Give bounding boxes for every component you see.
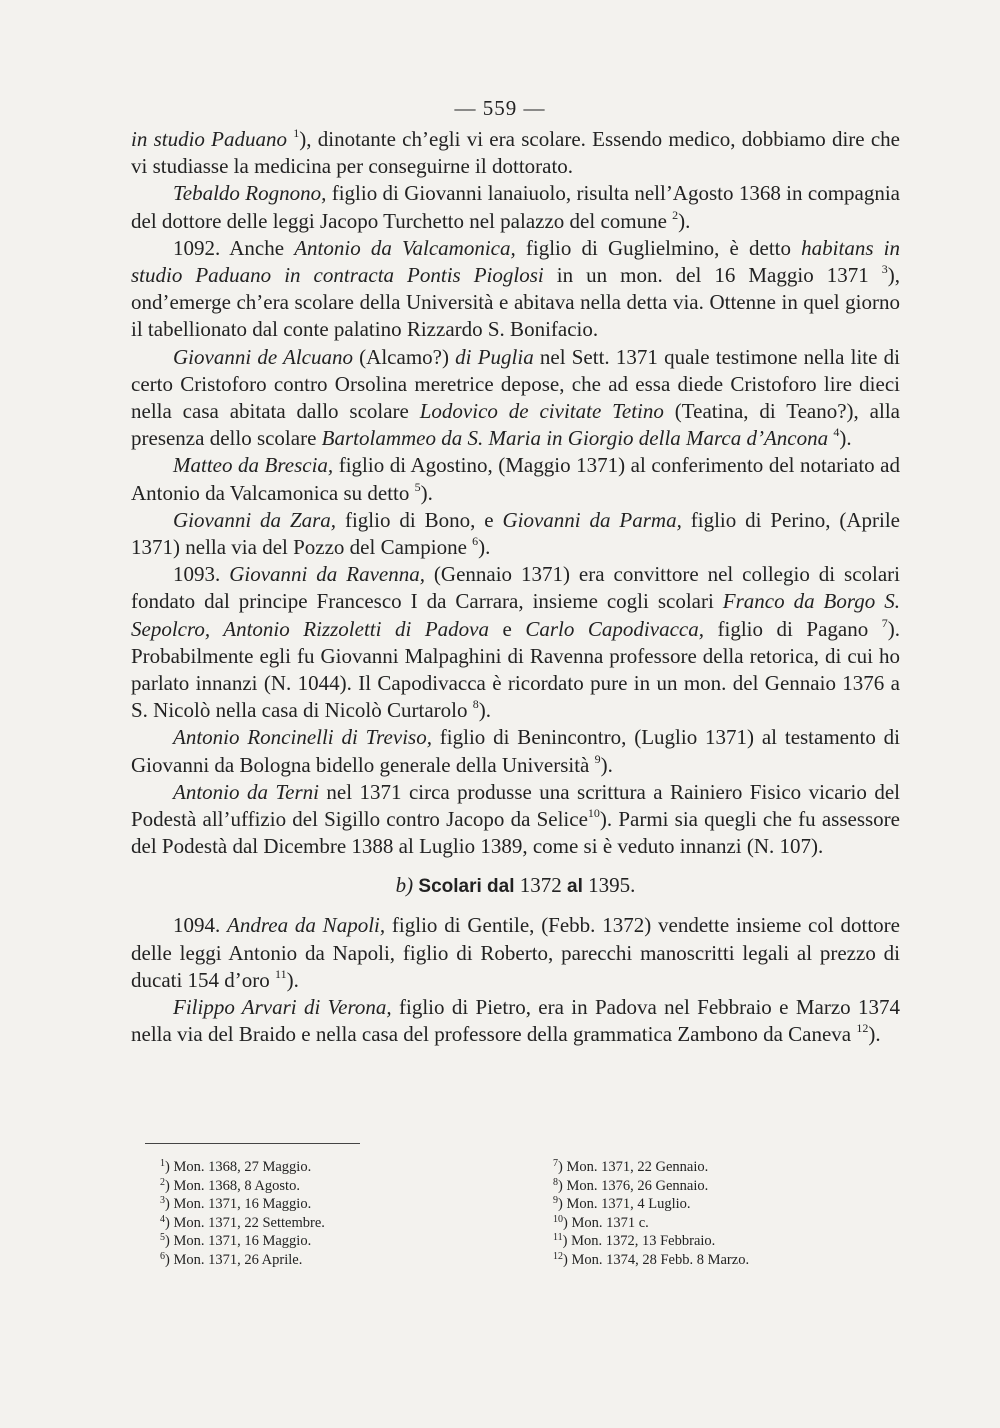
footnote-text: ) Mon. 1368, 27 Maggio. (165, 1159, 312, 1175)
section-year-end: 1395. (588, 873, 636, 898)
text-run: ), ond’emerge ch’era scolare della Università e abitava nella detta via. Ottenne in quel giorno il tabellionato dal conte palatino Rizzardo S. Bonifacio. (131, 263, 900, 342)
text-run: nel Sett. 1371 quale testimone nella lite di certo Cristoforo contro Orsolina meretrice depose, che ad essa diede Cristoforo lire dieci nella casa abitata dallo scolare (131, 344, 900, 424)
footnote-text: ) Mon. 1371, 16 Maggio. (165, 1233, 312, 1250)
paragraph (131, 507, 900, 561)
footnote-number: 5 (160, 1232, 165, 1244)
text-run: figlio di Agostino, (Maggio 1371) al conferimento del notariato ad Antonio da Valcamonica su detto (131, 453, 901, 505)
text-run: figlio di Giovanni lanaiuolo, risulta nell’Agosto 1368 in compagnia del dottore delle leggi Jacopo Turchetto nel palazzo del comune (131, 181, 900, 233)
footnote-text: ) Mon. 1371, 26 Aprile. (165, 1251, 303, 1268)
italic-text: Giovanni da Parma, (502, 507, 682, 532)
footnote (553, 1232, 749, 1251)
text-run: ). (678, 208, 691, 233)
footnote (160, 1158, 325, 1177)
italic-text: Filippo Arvari di Verona, (173, 995, 392, 1020)
text-run: 1094. (173, 913, 228, 938)
footnote-number: 6 (160, 1250, 165, 1262)
text-run: nel 1371 circa produsse una scrittura a Rainiero Fisico vicario del Podestà all’uffizio del Sigillo contro Jacopo da Selice (131, 779, 900, 832)
paragraph (131, 912, 900, 994)
footnote (160, 1214, 325, 1233)
footnote-ref: 7 (881, 615, 888, 630)
footnote-number: 11 (553, 1232, 563, 1244)
footnote (160, 1232, 325, 1251)
section-heading (131, 872, 900, 900)
text-run: figlio di Guglielmino, è detto (515, 235, 802, 260)
italic-text: Matteo da Brescia, (173, 453, 334, 478)
footnote (553, 1177, 749, 1196)
text-run: ), dinotante ch’egli vi era scolare. Essendo medico, dobbiamo dire che vi studiasse la medicina per conseguirne il dottorato. (131, 127, 901, 179)
text-run: figlio di Benincontro, (Luglio 1371) al testamento di Giovanni da Bologna bidello generale della Università (131, 725, 900, 777)
italic-text: Carlo Capodivacca, (525, 616, 704, 641)
paragraph (131, 235, 900, 344)
italic-text: Lodovico de civitate Tetino (419, 399, 664, 424)
footnote-number: 10 (553, 1213, 563, 1225)
footnote (553, 1195, 749, 1214)
text-run: ). Parmi sia quegli che fu assessore del Podestà dal Dicembre 1388 al Luglio 1389, come si è veduto innanzi (N. 107). (131, 807, 900, 859)
footnote-text: ) Mon. 1371, 4 Luglio. (558, 1196, 691, 1213)
paragraph (131, 180, 900, 234)
footnote-ref: 1 (293, 126, 300, 140)
footnote-ref: 5 (414, 479, 421, 494)
italic-text: habitans in studio Paduano in contracta Pontis Pioglosi (131, 235, 900, 288)
paragraph (131, 344, 900, 453)
text-run: in un mon. del 16 Maggio 1371 (543, 263, 882, 288)
footnote-ref: 8 (472, 697, 479, 712)
footnote (553, 1214, 749, 1233)
text-run: 1093. (173, 562, 230, 587)
text-run: figlio di Perino, (Aprile 1371) nella via del Pozzo del Campione (131, 507, 900, 560)
footnote (553, 1158, 749, 1177)
footnote-text: ) Mon. 1368, 8 Agosto. (165, 1177, 300, 1194)
text-run: figlio di Pagano (703, 616, 882, 641)
section-al: al (567, 876, 583, 898)
italic-text: Antonio Roncinelli di Treviso, (173, 725, 432, 750)
text-run: ). (868, 1022, 881, 1047)
footnote-text: ) Mon. 1374, 28 Febb. 8 Marzo. (563, 1251, 750, 1268)
page-number: — 559 — (454, 96, 546, 120)
text-run: figlio di Bono, e (336, 507, 503, 532)
footnotes-right-column (553, 1158, 749, 1270)
footnote-number: 12 (553, 1250, 563, 1262)
text-run: figlio di Pietro, era in Padova nel Febbraio e Marzo 1374 nella via del Braido e nella casa del professore della grammatica Zambono da Caneva (131, 995, 900, 1047)
text-run: ). (600, 752, 613, 777)
footnote-ref: 4 (833, 425, 840, 440)
italic-text: Antonio da Terni (173, 779, 319, 804)
footnote-text: ) Mon. 1371, 22 Settembre. (165, 1214, 325, 1231)
paragraph (131, 994, 900, 1048)
italic-text: Andrea da Napoli, (227, 913, 386, 938)
footnote-text: ) Mon. 1372, 13 Febbraio. (562, 1233, 716, 1250)
paragraphs-part-2 (131, 912, 900, 1048)
footnotes-left-column (160, 1158, 325, 1270)
footnote (553, 1251, 749, 1270)
text-run: ). (839, 426, 852, 451)
text-run: ). (478, 698, 492, 723)
footnote-text: ) Mon. 1371, 16 Maggio. (165, 1196, 312, 1213)
text-run: 1092. Anche (173, 235, 295, 260)
text-run: ). (286, 967, 299, 992)
footnote (160, 1251, 325, 1270)
footnote-ref: 2 (672, 207, 679, 222)
italic-text: Giovanni da Zara, (173, 507, 337, 532)
section-letter: b) (395, 873, 414, 898)
footnote-text: ) Mon. 1371, 22 Gennaio. (558, 1159, 709, 1175)
footnote-number: 8 (553, 1176, 558, 1188)
footnote-ref: 11 (275, 966, 287, 981)
footnote (160, 1195, 325, 1214)
italic-text: in studio Paduano (131, 127, 288, 151)
paragraph (131, 779, 900, 861)
footnote-number: 7 (553, 1158, 558, 1169)
footnote-number: 1 (160, 1158, 165, 1169)
footnote-number: 3 (160, 1195, 165, 1207)
body-text (131, 126, 900, 1049)
italic-text: di Puglia (455, 344, 534, 369)
paragraphs-part-1 (131, 126, 900, 860)
text-run: (Gennaio 1371) era convittore nel collegio di scolari fondato dal principe Francesco I da Carrara, insieme cogli scolari (131, 562, 901, 614)
footnote-ref: 10 (587, 806, 600, 821)
section-title: Scolari dal (418, 876, 515, 898)
text-run: (Alcamo?) (352, 344, 456, 369)
paragraph (131, 561, 900, 724)
paragraph (131, 126, 900, 180)
footnote-number: 4 (160, 1213, 165, 1225)
italic-text: Franco da Borgo S. Sepolcro, Antonio Rizzoletti di Padova (131, 589, 900, 641)
italic-text: Antonio da Valcamonica, (294, 235, 516, 260)
text-run: ). (478, 535, 491, 560)
footnote-ref: 6 (472, 534, 479, 549)
footnote-ref: 12 (856, 1021, 869, 1036)
italic-text: Giovanni de Alcuano (173, 344, 353, 369)
paragraph (131, 452, 900, 506)
text-run: ). (420, 480, 433, 505)
footnote-number: 2 (160, 1176, 165, 1188)
text-run: figlio di Gentile, (Febb. 1372) vendette insieme col dottore delle leggi Antonio da Napoli, figlio di Roberto, parecchi manoscritti legali al prezzo di ducati 154 d’oro (131, 913, 900, 992)
text-run: (Teatina, di Teano?), alla presenza dello scolare (131, 399, 900, 451)
footnote-rule (145, 1143, 360, 1144)
text-run: e (489, 616, 526, 641)
italic-text: Giovanni da Ravenna, (229, 562, 425, 587)
footnote-ref: 9 (594, 751, 601, 766)
italic-text: Tebaldo Rognono, (173, 181, 327, 206)
footnote-ref: 3 (881, 262, 888, 277)
footnote-text: ) Mon. 1371 c. (563, 1214, 649, 1231)
footnote-text: ) Mon. 1376, 26 Gennaio. (558, 1177, 709, 1194)
italic-text: Bartolammeo da S. Maria in Giorgio della Marca d’Ancona (321, 426, 829, 451)
footnote (160, 1177, 325, 1196)
footnote-number: 9 (553, 1195, 558, 1207)
text-run: ). Probabilmente egli fu Giovanni Malpaghini di Ravenna professore della retorica, di cui ho parlato innanzi (N. 1044). Il Capodivacca è ricordato pure in un mon. del Gennaio 1376 a S. Nicolò nella casa di Nicolò Curtarolo (131, 616, 900, 723)
paragraph (131, 724, 900, 778)
section-year-start: 1372 (519, 873, 562, 898)
